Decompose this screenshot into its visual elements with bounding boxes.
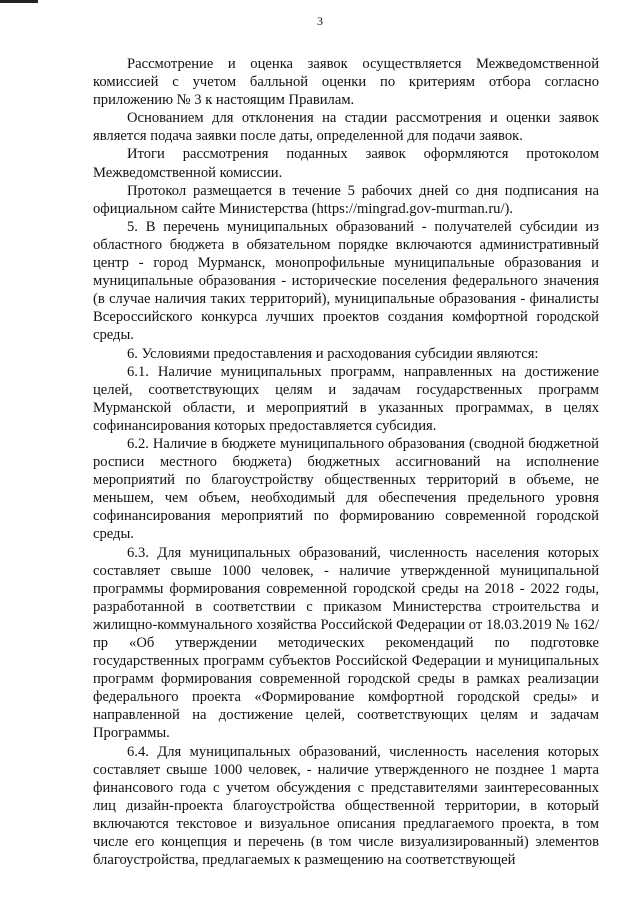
paragraph-item-6: 6. Условиями предоставления и расходования субсидии являются:	[127, 345, 539, 362]
paragraph-item-6-3: 6.3. Для муниципальных образований, численность населения которых составляет свыше 1000 человек, - наличие утвержденной муниципальной программы формирования современной городской среды на 2018 - 2022 годы, разработанной в соответствии с приказом Министерства строительства и жилищно-коммунального хозяйства Российской Федерации от 18.03.2019 № 162/пр «Об утверждении методических рекомендаций по подготовке государственных программ субъектов Российской Федерации и муниципальных программ формирования современной городской среды в рамках реализации федерального проекта «Формирование комфортной городской среды» и направленной на достижение целей, соответствующих целям и задачам Программы.	[93, 544, 599, 742]
paragraph-item-6-1: 6.1. Наличие муниципальных программ, направленных на достижение целей, соответствующих целям и задачам государственных программ Мурманской области, и мероприятий в указанных программах, в целях софинансирования которых предоставляется субсидия.	[93, 363, 599, 434]
scan-edge-mark	[0, 0, 38, 3]
document-body	[93, 55, 599, 869]
paragraph-review-results: Итоги рассмотрения поданных заявок оформляются протоколом Межведомственной комиссии.	[93, 146, 599, 181]
paragraph-item-5: 5. В перечень муниципальных образований - получателей субсидии из областного бюджета в обязательном порядке включаются административный центр - город Мурманск, монопрофильные муниципальные образования и муниципальные образования - исторические поселения федерального значения (в случае наличия таких территорий), муниципальные образования - финалисты Всероссийского конкурса лучших проектов создания комфортной городской среды.	[93, 218, 599, 344]
paragraph-review-commission: Рассмотрение и оценка заявок осуществляется Межведомственной комиссией с учетом балльной оценки по критериям отбора согласно приложению № 3 к настоящим Правилам.	[93, 56, 599, 109]
paragraph-item-6-4: 6.4. Для муниципальных образований, численность населения которых составляет свыше 1000 человек, - наличие утвержденного не позднее 1 марта финансового года с учетом обсуждения с представителями заинтересованных лиц дизайн-проекта благоустройства общественной территории, в который включаются текстовое и визуальное описания предлагаемого проекта, в том числе его концепция и перечень (в том числе визуализированный) элементов благоустройства, предлагаемых к размещению на соответствующей	[93, 743, 599, 869]
paragraph-item-6-2: 6.2. Наличие в бюджете муниципального образования (сводной бюджетной росписи местного бюджета) бюджетных ассигнований на исполнение мероприятий по благоустройству общественных территорий в объеме, не меньшем, чем объем, необходимый для обеспечения предельного уровня софинансирования мероприятий по формированию современной городской среды.	[93, 435, 599, 543]
paragraph-protocol-publication: Протокол размещается в течение 5 рабочих дней со дня подписания на официальном сайте Министерства (https://mingrad.gov-murman.ru/).	[93, 182, 599, 217]
paragraph-rejection-grounds: Основанием для отклонения на стадии рассмотрения и оценки заявок является подача заявки после даты, определенной для подачи заявок.	[93, 110, 599, 145]
page-number: 3	[317, 14, 323, 28]
